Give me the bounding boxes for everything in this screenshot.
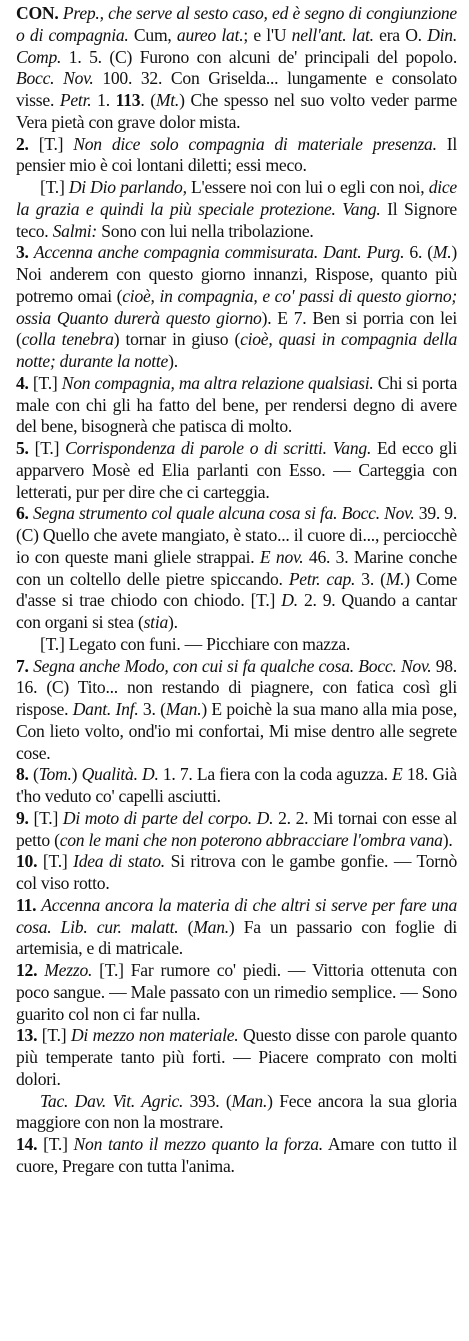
plain-text: era O. <box>373 24 428 45</box>
plain-text: 98. 16. (C) Tito... non restando di piagnere, con fatica così gli rispose. <box>16 655 458 719</box>
italic-text: Dant. Inf. <box>72 699 139 719</box>
plain-text: 3. ( <box>138 699 166 719</box>
entry-paragraph <box>16 438 457 503</box>
italic-text: Petr. <box>59 90 92 110</box>
plain-text: ( <box>28 764 39 785</box>
italic-text: Bocc. Nov. <box>16 68 94 89</box>
plain-text: ; e l'U <box>243 24 292 45</box>
plain-text: 39. 9. (C) Quello che avete mangiato, è stato... il cuore di..., perciocchè io con queste mani gliele strappai. <box>16 503 457 567</box>
entry-paragraph <box>16 242 457 373</box>
entry-paragraph <box>16 1025 457 1090</box>
entry-paragraph <box>16 373 457 438</box>
plain-text: [T.] Far rumore co' piedi. — Vittoria ottenuta con poco sangue. — Male passato con un rimedio semplice. — Sono guarito col non ci far nulla. <box>16 960 457 1024</box>
italic-text: Idea di stato. <box>73 851 165 872</box>
plain-text: 1. <box>91 90 116 110</box>
entry-paragraph <box>16 895 457 960</box>
plain-text: Il pensier mio è coi lontani diletti; essi meco. <box>16 133 457 176</box>
italic-text: Tom. <box>38 764 72 785</box>
italic-text: Man. <box>231 1090 268 1111</box>
bold-text: 5. <box>16 438 29 458</box>
plain-text: 46. 3. Marine conche con un coltello delle pietre spiccando. <box>16 546 458 589</box>
plain-text: ) Noi anderem con questo giorno innanzi, Rispose, quanto più potremo omai ( <box>16 242 457 306</box>
italic-text: Segna strumento col quale alcuna cosa si fa. Bocc. Nov. <box>32 503 415 524</box>
bold-text: 3. <box>16 242 29 263</box>
plain-text: ). E 7. Ben si porria con lei ( <box>16 307 457 350</box>
bold-text: 8. <box>16 764 29 785</box>
italic-text: colla tenebra <box>21 329 114 350</box>
italic-text: E nov. <box>259 546 304 567</box>
italic-text: Di mezzo non materiale. <box>70 1025 239 1046</box>
plain-text: 393. ( <box>183 1090 232 1111</box>
entry-paragraph <box>16 1091 457 1135</box>
plain-text: [T.] Legato con funi. — Picchiare con mazza. <box>40 633 351 654</box>
bold-text: 12. <box>16 960 38 980</box>
bold-text: 7. <box>16 655 29 676</box>
plain-text: Il Signore teco. <box>16 198 457 241</box>
italic-text: E <box>392 764 403 785</box>
italic-text: Petr. cap. <box>288 568 356 589</box>
italic-text: Non compagnia, ma altra relazione qualsiasi. <box>61 372 374 393</box>
plain-text: . ( <box>140 90 156 110</box>
italic-text: Din. Comp. <box>16 24 457 67</box>
plain-text: ) <box>71 764 82 785</box>
plain-text: ). <box>168 612 178 632</box>
bold-text: 4. <box>16 372 29 393</box>
plain-text: ) tornar in giuso ( <box>113 329 241 350</box>
plain-text: Chi si porta male con chi gli ha fatto del bene, per rendersi degno di avere del bene, bisognerà che patisca di molto. <box>16 372 457 437</box>
italic-text: Man. <box>193 916 229 937</box>
plain-text: Questo disse con parole quanto più temperate tanto più forti. — Piacere comprato con molti dolori. <box>16 1025 458 1089</box>
italic-text: Salmi: <box>52 220 98 241</box>
plain-text: Ed ecco gli apparvero Mosè ed Elia parlanti con Esso. — Carteggia con letterati, pur per dire che ci carteggia. <box>16 438 457 502</box>
plain-text: 18. Già t'ho veduto co' capelli asciutti. <box>16 764 457 806</box>
italic-text: Man. <box>165 699 202 719</box>
italic-text: M. <box>385 568 405 589</box>
entry-paragraph <box>16 851 457 895</box>
entry-paragraph <box>16 634 457 656</box>
entry-paragraph <box>16 503 457 634</box>
italic-text: nell'ant. lat. <box>291 24 374 45</box>
plain-text: [T.] <box>28 438 66 458</box>
italic-text: Qualità. D. <box>81 764 159 785</box>
italic-text: cioè, in compagnia, e co' passi di questo giorno; ossia Quanto durerà questo giorno <box>16 285 457 328</box>
bold-text: 6. <box>16 503 29 524</box>
plain-text: ). <box>442 829 453 850</box>
plain-text: ) Fece ancora la sua gloria maggiore con non la mostrare. <box>16 1090 457 1133</box>
italic-text: Mezzo. <box>44 960 93 980</box>
italic-text: Non dice solo compagnia di materiale presenza. <box>73 133 437 154</box>
plain-text: 1. 5. (C) Furono con alcuni de' principali del popolo. <box>61 46 457 67</box>
bold-text: 113 <box>115 90 141 110</box>
entry-paragraph <box>16 3 457 134</box>
italic-text: Corrispondenza di parole o di scritti. Vang. <box>65 438 372 458</box>
entry-paragraph <box>16 808 457 852</box>
plain-text: Cum, <box>128 24 177 45</box>
plain-text: ) Come d'asse si trae chiodo con chiodo. [T.] <box>16 568 457 611</box>
bold-text: CON. <box>16 3 63 23</box>
italic-text: Non tanto il mezzo quanto la forza. <box>73 1134 323 1154</box>
plain-text: [T.] <box>37 1134 74 1154</box>
plain-text: 100. 32. Con Griselda... lungamente e consolato visse. <box>16 68 457 110</box>
italic-text: stia <box>143 612 168 632</box>
entry-paragraph <box>16 134 457 178</box>
italic-text: aureo lat. <box>176 24 244 45</box>
plain-text: [T.] <box>28 807 63 828</box>
italic-text: Mt. <box>155 90 180 110</box>
plain-text: ( <box>178 916 194 937</box>
italic-text: Accenna anche compagnia commisurata. Dant. Purg. <box>33 242 405 263</box>
entry-paragraph <box>16 764 457 808</box>
plain-text: [T.] <box>28 372 62 393</box>
italic-text: Tac. Dav. Vit. Agric. <box>40 1090 184 1111</box>
plain-text: ) Fa un passario con foglie di artemisia, e di matricale. <box>16 916 457 959</box>
plain-text: 1. 7. La fiera con la coda aguzza. <box>158 764 393 785</box>
bold-text: 2. <box>16 133 29 154</box>
plain-text: Sono con lui nella tribolazione. <box>97 220 314 241</box>
plain-text: 2. 9. Quando a cantar con organi si stea ( <box>16 590 457 632</box>
plain-text: Amare con tutto il cuore, Pregare con tutta l'anima. <box>16 1134 457 1176</box>
italic-text: cioè, quasi in compagnia della notte; durante la notte <box>16 329 458 371</box>
plain-text: [T.] <box>37 851 74 872</box>
entry-paragraph <box>16 1134 457 1178</box>
plain-text: Si ritrova con le gambe gonfie. — Tornò col viso rotto. <box>16 851 457 893</box>
bold-text: 9. <box>16 807 29 828</box>
bold-text: 11. <box>16 894 37 915</box>
bold-text: 10. <box>16 851 38 872</box>
italic-text: D. <box>281 590 298 611</box>
bold-text: 13. <box>16 1025 38 1046</box>
italic-text: Prep., che serve al sesto caso, ed è segno di congiunzione o di compagnia. <box>16 3 457 45</box>
italic-text: M. <box>432 242 452 263</box>
entry-paragraph <box>16 656 457 765</box>
plain-text: 2. 2. Mi tornai con esse al petto ( <box>16 807 457 850</box>
plain-text: [T.] <box>28 133 74 154</box>
plain-text: L'essere noi con lui o egli con noi, <box>186 177 429 197</box>
italic-text: dice la grazia e quindi la più speciale protezione. Vang. <box>16 177 457 219</box>
plain-text: ) Che spesso nel suo volto veder parme Vera pietà con grave dolor mista. <box>16 90 458 132</box>
plain-text: ) E poichè la sua mano alla mia pose, Con lieto volto, ond'io mi confortai, Mi mise dentro alle segrete cose. <box>16 699 457 763</box>
plain-text: [T.] <box>37 1025 71 1046</box>
italic-text: Segna anche Modo, con cui si fa qualche cosa. Bocc. Nov. <box>33 655 432 676</box>
entry-paragraph <box>16 960 457 1025</box>
entry-paragraph <box>16 177 457 242</box>
plain-text: 3. ( <box>355 568 386 589</box>
bold-text: 14. <box>16 1134 38 1154</box>
plain-text: 6. ( <box>404 242 433 263</box>
plain-text: ). <box>168 351 178 371</box>
italic-text: Di moto di parte del corpo. D. <box>62 807 274 828</box>
plain-text: [T.] <box>40 177 69 197</box>
italic-text: con le mani che non poterono abbracciare l'ombra vana <box>59 829 443 850</box>
italic-text: Di Dio parlando, <box>68 177 187 197</box>
italic-text: Accenna ancora la materia di che altri si serve per fare una cosa. Lib. cur. malatt. <box>16 894 457 937</box>
